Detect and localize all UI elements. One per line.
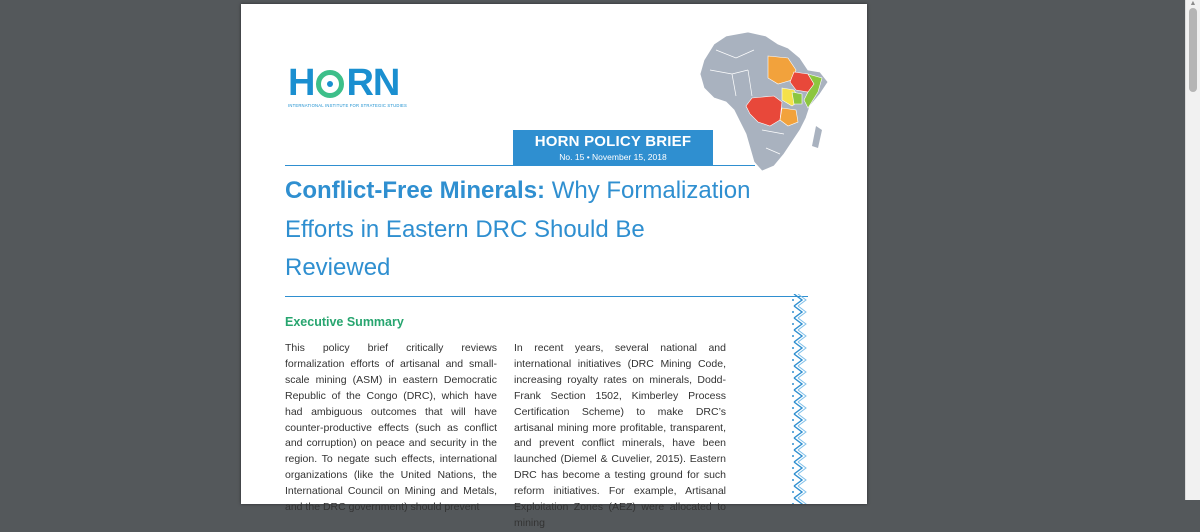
logo-subtitle: INTERNATIONAL INSTITUTE FOR STRATEGIC STUDIES (288, 103, 407, 108)
logo-wordmark (288, 64, 418, 102)
vertical-scrollbar[interactable] (1185, 0, 1200, 500)
horn-logo (288, 64, 418, 114)
banner-issue-date: No. 15 • November 15, 2018 (559, 152, 667, 162)
header-rule (285, 165, 755, 166)
document-title (285, 172, 755, 288)
title-bold-part: Conflict-Free Minerals: (285, 177, 546, 204)
banner-title: HORN POLICY BRIEF (534, 133, 692, 150)
scroll-up-icon[interactable]: ▲ (1189, 0, 1197, 7)
scrollbar-thumb[interactable] (1189, 8, 1197, 92)
executive-summary-heading: Executive Summary (285, 315, 404, 329)
summary-column-left: This policy brief critically reviews formalization efforts of artisanal and small-scale mining (ASM) in eastern Democratic Republic of the Congo (DRC), which have had ambiguous outcomes that will have counter-productive effects (such as conflict and corruption) on peace and security in the region. To negate such effects, international organizations (like the United Nations, the International Council on Mining and Metals, and the DRC government) should prevent (285, 342, 497, 514)
title-rest: Why Formalization Efforts in Eastern DRC Should Be Reviewed (285, 177, 751, 281)
summary-column-right: In recent years, several national and international initiatives (DRC Mining Code, increasing royalty rates on minerals, Dodd-Frank Section 1502, Kimberley Process Certification Scheme) to make DRC’s artisanal mining more profitable, transparent, and prevent conflict minerals, have been launched (Diemel & Cuvelier, 2015). Eastern DRC has become a testing ground for such reform initiatives. For example, Artisanal Exploitation Zones (AEZ) were allocated to mining (514, 342, 726, 529)
logo-letter-h: H (288, 62, 315, 104)
logo-letters-rn: RN (346, 62, 400, 104)
africa-map-image (696, 30, 836, 175)
logo-target-icon (316, 70, 344, 98)
document-page (241, 4, 867, 529)
decorative-border-pattern (790, 294, 808, 504)
title-rule (285, 296, 808, 297)
policy-brief-banner (513, 130, 713, 165)
